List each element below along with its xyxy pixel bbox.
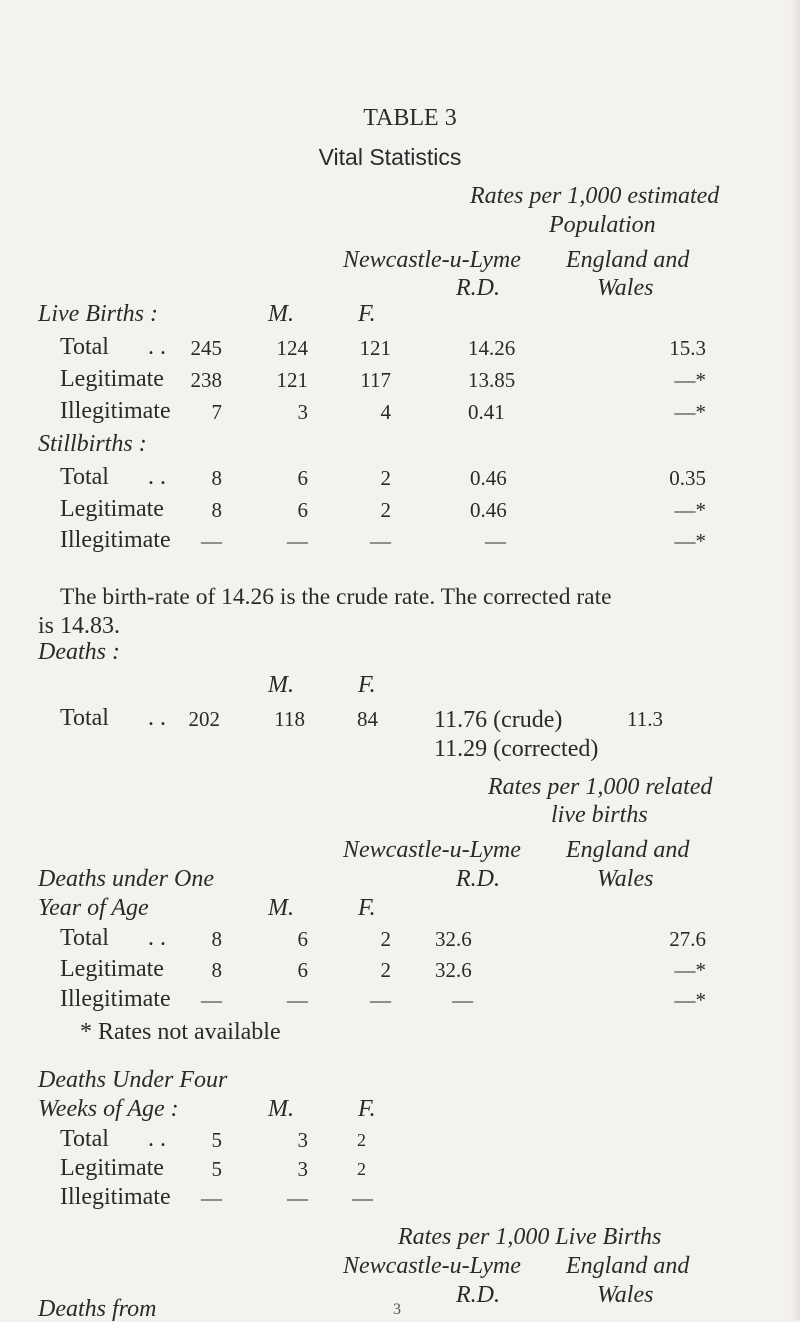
births-col-national-sub: Wales [597, 275, 654, 301]
infant-col-national-sub: Wales [597, 866, 654, 892]
row-dots: . . [148, 925, 166, 951]
diarrhoea-heading: Deaths from [38, 1296, 157, 1322]
infant-rates-header-sub: live births [551, 802, 648, 828]
row-label: Legitimate [60, 366, 164, 392]
row-label: Total [60, 705, 109, 731]
row-total: 238 [190, 368, 222, 392]
row-rate-area: — [452, 988, 473, 1012]
row-rate-area: 32.6 [435, 927, 472, 951]
row-rate-area: 0.46 [470, 498, 507, 522]
neonatal-f-header: F. [358, 1096, 376, 1122]
row-m: — [287, 988, 308, 1012]
row-m: 6 [297, 498, 308, 522]
row-rate-corrected: 11.29 (corrected) [434, 736, 599, 762]
row-rate-area: 0.46 [470, 466, 507, 490]
row-rate-area: 14.26 [468, 336, 516, 360]
row-dots: . . [148, 1126, 166, 1152]
page-spine-shadow [790, 0, 800, 1320]
row-f: 2 [357, 1130, 366, 1150]
infant-col-area: Newcastle-u-Lyme [343, 837, 521, 863]
page-subtitle: Vital Statistics [318, 144, 462, 170]
row-rate-national: 0.35 [669, 466, 706, 490]
row-f: — [370, 988, 391, 1012]
live-births-f-header: F. [358, 301, 376, 327]
diarrhoea-col-area: Newcastle-u-Lyme [343, 1253, 521, 1279]
live-births-m-header: M. [268, 301, 294, 327]
row-rate-national: —* [674, 498, 706, 522]
infant-col-area-sub: R.D. [456, 866, 500, 892]
row-m: — [287, 1186, 308, 1210]
births-col-area: Newcastle-u-Lyme [343, 247, 521, 273]
infant-deaths-heading-sub: Year of Age [38, 895, 149, 921]
infant-m-header: M. [268, 895, 294, 921]
neonatal-heading: Deaths Under Four [38, 1067, 228, 1093]
births-col-area-sub: R.D. [456, 275, 500, 301]
row-label: Illegitimate [60, 398, 171, 424]
neonatal-heading-sub: Weeks of Age : [38, 1096, 179, 1122]
row-label: Illegitimate [60, 527, 171, 553]
diarrhoea-rates-header: Rates per 1,000 Live Births [398, 1224, 662, 1250]
row-total: — [201, 988, 222, 1012]
diarrhoea-col-area-sub: R.D. [456, 1282, 500, 1308]
row-rate-area: 32.6 [435, 958, 472, 982]
births-col-national: England and [566, 247, 690, 273]
infant-rates-header: Rates per 1,000 related [488, 774, 713, 800]
row-rate-national: —* [674, 988, 706, 1012]
row-rate-national: —* [674, 958, 706, 982]
row-dots: . . [148, 464, 166, 490]
row-total: — [201, 1186, 222, 1210]
row-total: 8 [211, 958, 222, 982]
row-total: 5 [211, 1128, 222, 1152]
row-f: 4 [380, 400, 391, 424]
birth-rate-note-cont: is 14.83. [38, 613, 121, 639]
row-rate-national: 15.3 [669, 336, 706, 360]
table-title: TABLE 3 [363, 105, 457, 131]
row-f: 2 [380, 466, 391, 490]
row-m: 3 [297, 400, 308, 424]
row-total: 5 [211, 1157, 222, 1181]
row-total: 8 [211, 498, 222, 522]
row-total: 8 [211, 466, 222, 490]
birth-rate-note: The birth-rate of 14.26 is the crude rate. The corrected rate [60, 584, 612, 610]
row-label: Total [60, 334, 109, 360]
row-f: 117 [360, 368, 391, 392]
births-rates-header-sub: Population [549, 212, 656, 238]
births-rates-header: Rates per 1,000 estimated [470, 183, 720, 209]
row-total: 8 [211, 927, 222, 951]
deaths-m-header: M. [268, 672, 294, 698]
infant-f-header: F. [358, 895, 376, 921]
row-label: Illegitimate [60, 986, 171, 1012]
row-label: Illegitimate [60, 1184, 171, 1210]
row-rate-crude: 11.76 (crude) [434, 707, 563, 733]
row-m: 124 [276, 336, 308, 360]
row-f: 84 [357, 707, 378, 731]
row-rate-area: 0.41 [468, 400, 505, 424]
row-rate-national: —* [674, 368, 706, 392]
footnote: * Rates not available [80, 1019, 281, 1045]
row-f: — [370, 529, 391, 553]
row-dots: . . [148, 705, 166, 731]
row-m: 6 [297, 958, 308, 982]
row-f: 2 [357, 1159, 366, 1179]
row-f: 121 [359, 336, 391, 360]
row-label: Legitimate [60, 496, 164, 522]
row-f: — [352, 1186, 373, 1210]
row-dots: . . [148, 334, 166, 360]
deaths-f-header: F. [358, 672, 376, 698]
row-label: Legitimate [60, 1155, 164, 1181]
row-rate-national: —* [674, 400, 706, 424]
row-f: 2 [380, 498, 391, 522]
row-f: 2 [380, 927, 391, 951]
diarrhoea-col-national: England and [566, 1253, 690, 1279]
row-m: 118 [274, 707, 305, 731]
row-m: 6 [297, 466, 308, 490]
row-rate-national: 11.3 [627, 707, 663, 731]
live-births-heading: Live Births : [38, 301, 158, 327]
row-label: Total [60, 925, 109, 951]
row-total: 245 [190, 336, 222, 360]
stillbirths-heading: Stillbirths : [38, 431, 147, 457]
row-total: — [201, 529, 222, 553]
row-m: 6 [297, 927, 308, 951]
row-m: 121 [276, 368, 308, 392]
row-rate-national: —* [674, 529, 706, 553]
row-total: 202 [188, 707, 220, 731]
row-m: — [287, 529, 308, 553]
row-label: Total [60, 1126, 109, 1152]
row-m: 3 [297, 1157, 308, 1181]
row-rate-area: — [485, 529, 506, 553]
infant-col-national: England and [566, 837, 690, 863]
row-label: Legitimate [60, 956, 164, 982]
neonatal-m-header: M. [268, 1096, 294, 1122]
deaths-heading: Deaths : [38, 639, 120, 665]
row-rate-national: 27.6 [669, 927, 706, 951]
row-rate-area: 13.85 [468, 368, 516, 392]
page-number: 3 [393, 1301, 401, 1318]
row-total: 7 [211, 400, 222, 424]
diarrhoea-col-national-sub: Wales [597, 1282, 654, 1308]
infant-deaths-heading: Deaths under One [38, 866, 214, 892]
row-f: 2 [380, 958, 391, 982]
row-label: Total [60, 464, 109, 490]
row-m: 3 [297, 1128, 308, 1152]
